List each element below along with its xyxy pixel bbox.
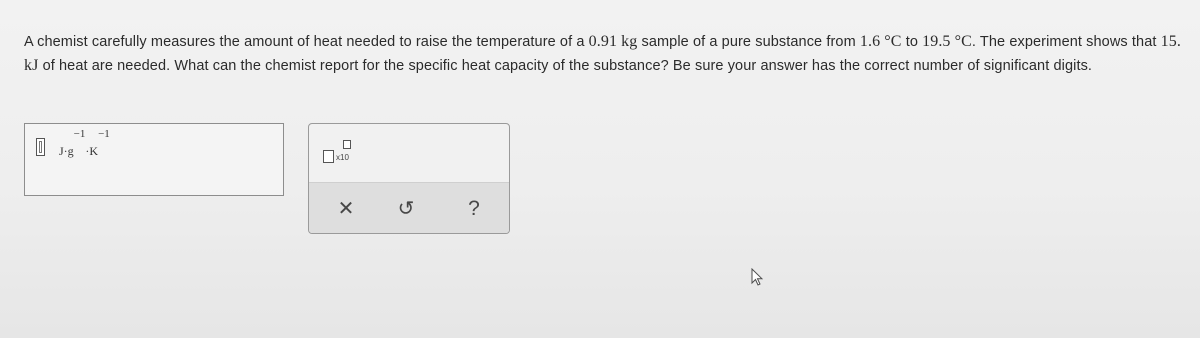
unit-joule: J (59, 144, 64, 158)
close-icon[interactable]: ✕ (337, 198, 355, 220)
final-temperature: 19.5 °C (922, 33, 972, 50)
question-middle: sample of a pure substance from (637, 34, 860, 50)
unit-dot-2: · (85, 144, 90, 158)
heat-amount: 15. kJ (24, 33, 1181, 74)
help-icon[interactable]: ? (468, 197, 480, 220)
initial-temperature: 1.6 °C (859, 33, 902, 50)
kelvin-exponent: −1 (98, 128, 110, 140)
sample-mass: 0.91 kg (588, 33, 638, 50)
gram-exponent: −1 (73, 128, 86, 140)
scientific-notation-button[interactable] (323, 137, 357, 167)
unit-gram: g (67, 144, 74, 158)
exponent-box-icon (343, 140, 351, 149)
question-suffix: of heat are needed. What can the chemist report for the specific heat capacity of the substance? Be sure your answer has the correct number of significant digits. (38, 58, 1093, 74)
specific-heat-input[interactable] (36, 138, 45, 156)
scientific-notation-icon (323, 150, 334, 163)
x10-label: x10 (336, 153, 349, 162)
mouse-pointer-icon (751, 268, 763, 286)
unit-kelvin: K (89, 144, 99, 158)
answer-tools-panel (308, 123, 510, 234)
question-text (24, 30, 1194, 78)
question-to: to (901, 34, 923, 50)
answer-toolbar (309, 182, 509, 234)
answer-area (24, 123, 284, 196)
question-after-temps: . The experiment shows that (971, 34, 1161, 50)
unit-dot-1: · (63, 144, 68, 158)
question-prefix: A chemist carefully measures the amount of heat needed to raise the temperature of a (24, 34, 589, 50)
specific-heat-unit (59, 128, 110, 158)
undo-icon[interactable]: ↺ (397, 198, 415, 220)
